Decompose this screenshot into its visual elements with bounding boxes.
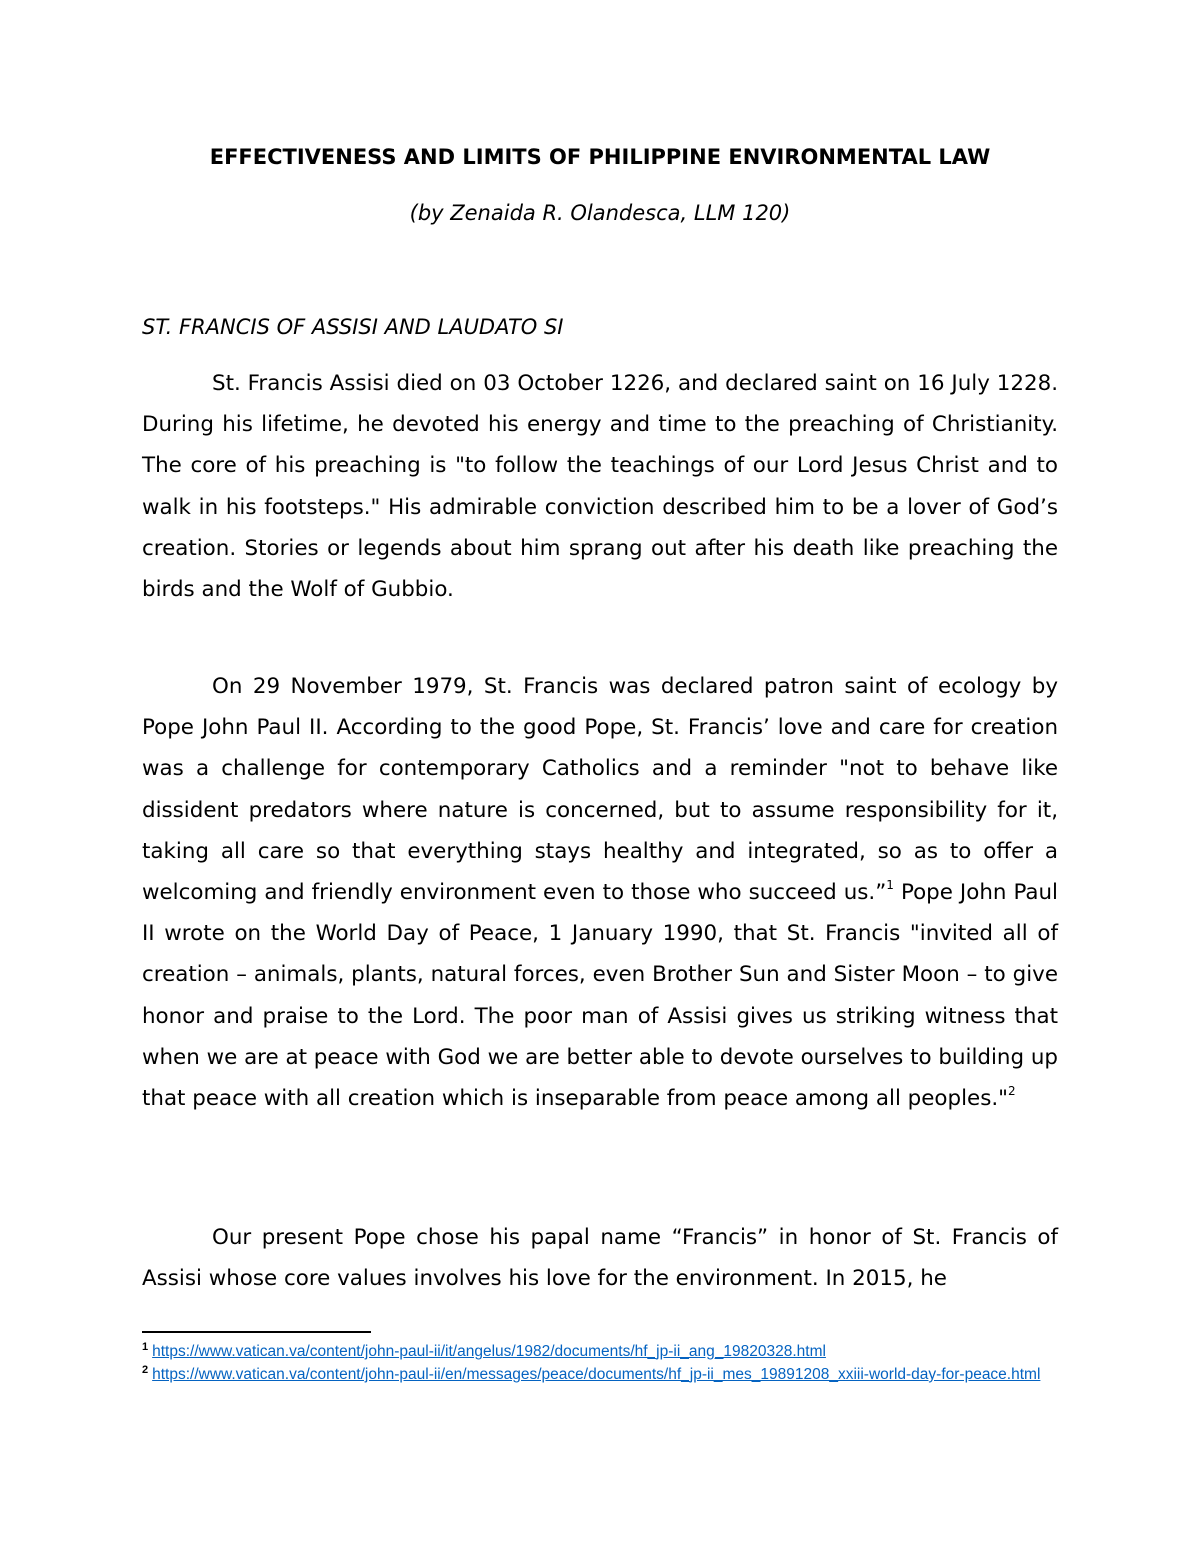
- section-heading: ST. FRANCIS OF ASSISI AND LAUDATO SI: [142, 315, 564, 339]
- footnote-1-link[interactable]: https://www.vatican.va/content/john-paul-ii/it/angelus/1982/documents/hf_jp-ii_ang_19820328.html: [152, 1343, 826, 1360]
- paragraph-2-text-b: Pope John Paul II wrote on the World Day of Peace, 1 January 1990, that St. Francis "invited all of creation – animals, plants, natural forces, even Brother Sun and Sister Moon – to give honor and praise to the Lord. The poor man of Assisi gives us striking witness that when we are at peace with God we are better able to devote ourselves to building up that peace with all creation which is inseparable from peace among all peoples.": [142, 880, 1058, 1112]
- footnote-ref-2[interactable]: 2: [1007, 1083, 1016, 1098]
- footnote-1-number: 1: [142, 1340, 149, 1353]
- footnote-2-number: 2: [142, 1363, 149, 1376]
- footnotes: [142, 1340, 1058, 1386]
- author-byline: (by Zenaida R. Olandesca, LLM 120): [409, 201, 791, 225]
- footnote-2: [142, 1363, 1058, 1386]
- footnote-separator: [142, 1331, 371, 1333]
- paragraph-2-text-a: On 29 November 1979, St. Francis was declared patron saint of ecology by Pope John Paul II. According to the good Pope, St. Francis’ love and care for creation was a challenge for contemporary Catholics and a reminder "not to behave like dissident predators where nature is concerned, but to assume responsibility for it, taking all care so that everything stays healthy and integrated, so as to offer a welcoming and friendly environment even to those who succeed us.”: [142, 674, 1058, 906]
- document-title: EFFECTIVENESS AND LIMITS OF PHILIPPINE ENVIRONMENTAL LAW: [209, 145, 991, 169]
- paragraph-1: St. Francis Assisi died on 03 October 1226, and declared saint on 16 July 1228. During his lifetime, he devoted his energy and time to the preaching of Christianity. The core of his preaching is "to follow the teachings of our Lord Jesus Christ and to walk in his footsteps." His admirable conviction described him to be a lover of God’s creation. Stories or legends about him sprang out after his death like preaching the birds and the Wolf of Gubbio.: [142, 371, 1058, 603]
- paragraph-2: [142, 666, 1058, 1119]
- footnote-1: [142, 1340, 1058, 1363]
- footnote-ref-1[interactable]: 1: [886, 877, 894, 892]
- paragraph-3: Our present Pope chose his papal name “Francis” in honor of St. Francis of Assisi whose core values involves his love for the environment. In 2015, he: [142, 1225, 1058, 1292]
- footnote-2-link[interactable]: https://www.vatican.va/content/john-paul-ii/en/messages/peace/documents/hf_jp-ii_mes_19891208_xxiii-world-day-for-peace.html: [152, 1366, 1041, 1383]
